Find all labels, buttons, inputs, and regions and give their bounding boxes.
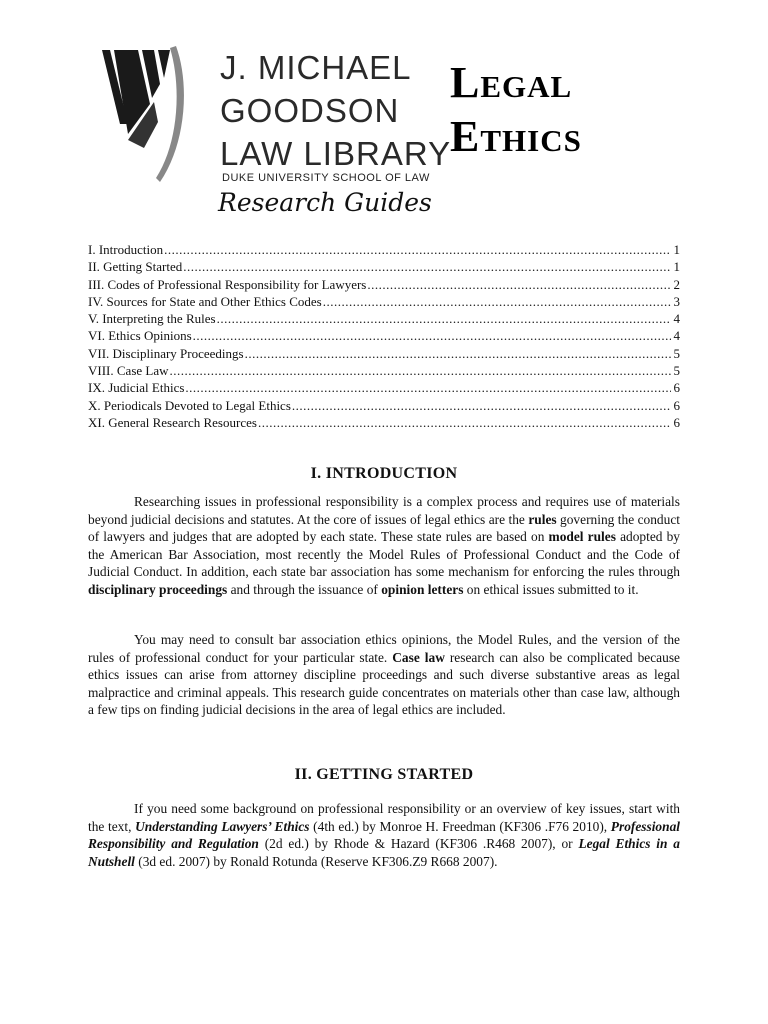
toc-page: 6	[673, 414, 680, 430]
toc-label: I. Introduction	[88, 242, 164, 257]
bold-term: model rules	[548, 529, 616, 545]
toc-item[interactable]	[88, 310, 680, 327]
toc-page: 1	[673, 242, 680, 257]
text-run: research can also be complicated because ethics issues can arise from attorney discipline proceedings and such diverse substantive areas as legal malpractice and criminal appeals. This research guide concentrates on materials other than case law, although a few tips on finding judicial decisions in the area of legal ethics are included.	[88, 649, 680, 718]
toc-page: 4	[673, 311, 680, 327]
text-run: (2d ed.) by Rhode & Hazard (KF306 .R468 2007), or	[258, 836, 579, 852]
text-run: and through the issuance of	[227, 581, 382, 597]
section-heading-introduction: I. INTRODUCTION	[310, 465, 458, 482]
library-logo-icon	[98, 44, 194, 184]
toc-item[interactable]	[88, 362, 680, 379]
toc-item[interactable]	[88, 345, 680, 362]
toc-label: VIII. Case Law	[88, 363, 169, 379]
toc-item[interactable]	[88, 241, 680, 258]
toc-item[interactable]	[88, 397, 680, 414]
text-run: adopted by the American Bar Association, most recently the Model Rules of Professional Conduct and the Code of Judicial Conduct. In addition, each state bar association has some mechanism for enforcing the rules through	[88, 529, 680, 580]
title-line-1: Legal	[450, 58, 573, 107]
table-of-contents	[88, 241, 680, 431]
text-run: If you need some background on professional responsibility or an overview of key issues, start with the text,	[88, 801, 680, 834]
section-heading-getting-started: II. GETTING STARTED	[294, 766, 474, 783]
book-title: Professional Responsibility and Regulation	[88, 818, 680, 852]
school-name: DUKE UNIVERSITY SCHOOL OF LAW	[222, 172, 430, 184]
toc-item[interactable]	[88, 414, 680, 431]
toc-label: III. Codes of Professional Responsibility for Lawyers	[88, 276, 367, 292]
toc-page: 6	[673, 397, 680, 413]
toc-label: IV. Sources for State and Other Ethics Codes	[88, 293, 322, 309]
intro-paragraph-2	[88, 631, 680, 719]
toc-label: X. Periodicals Devoted to Legal Ethics	[88, 397, 291, 413]
toc-page: 4	[673, 328, 680, 344]
toc-label: VI. Ethics Opinions	[88, 328, 192, 344]
text-run: (4th ed.) by Monroe H. Freedman (KF306 .F76 2010),	[309, 818, 611, 834]
toc-item[interactable]	[88, 276, 680, 293]
bold-term: opinion letters	[381, 581, 464, 597]
toc-label: IX. Judicial Ethics	[88, 380, 185, 396]
text-run: Researching issues in professional responsibility is a complex process and requires use of materials beyond judicial decisions and statutes. At the core of issues of legal ethics are the	[88, 494, 680, 527]
toc-label: VII. Disciplinary Proceedings	[88, 345, 244, 361]
toc-item[interactable]	[88, 379, 680, 396]
toc-item[interactable]	[88, 258, 680, 275]
library-name-line-3: LAW LIBRARY	[220, 135, 452, 172]
intro-paragraph-1	[88, 493, 680, 599]
toc-item[interactable]	[88, 327, 680, 344]
toc-page: 3	[673, 293, 680, 309]
bold-term: disciplinary proceedings	[88, 581, 228, 597]
text-run: on ethical issues submitted to it.	[463, 581, 639, 597]
toc-page: 1	[673, 259, 680, 275]
toc-item[interactable]	[88, 293, 680, 310]
toc-page: 6	[673, 380, 680, 396]
toc-label: V. Interpreting the Rules	[88, 311, 216, 327]
getting-started-paragraph	[88, 800, 680, 870]
text-run: You may need to consult bar association ethics opinions, the Model Rules, and the version of the rules of professional conduct for your particular state.	[88, 632, 680, 665]
toc-page: 2	[673, 276, 680, 292]
toc-label: XI. General Research Resources	[88, 414, 257, 430]
document-title	[450, 56, 582, 164]
book-title: Legal Ethics in a Nutshell	[88, 836, 680, 869]
series-name: Research Guides	[218, 188, 432, 217]
toc-page: 5	[673, 345, 680, 361]
text-run: governing the conduct of lawyers and judges that are adopted by each state. These state rules are based on	[88, 511, 680, 545]
library-name	[220, 46, 451, 175]
book-title: Understanding Lawyers’ Ethics	[135, 818, 310, 834]
bold-term: rules	[528, 511, 557, 527]
text-run: (3d ed. 2007) by Ronald Rotunda (Reserve KF306.Z9 R668 2007).	[134, 853, 498, 869]
toc-label: II. Getting Started	[88, 259, 183, 275]
library-name-line-1: J. MICHAEL	[220, 49, 412, 86]
title-line-2: Ethics	[450, 112, 582, 161]
library-name-line-2: GOODSON	[220, 92, 400, 129]
toc-page: 5	[673, 363, 680, 379]
bold-term: Case law	[392, 649, 445, 665]
